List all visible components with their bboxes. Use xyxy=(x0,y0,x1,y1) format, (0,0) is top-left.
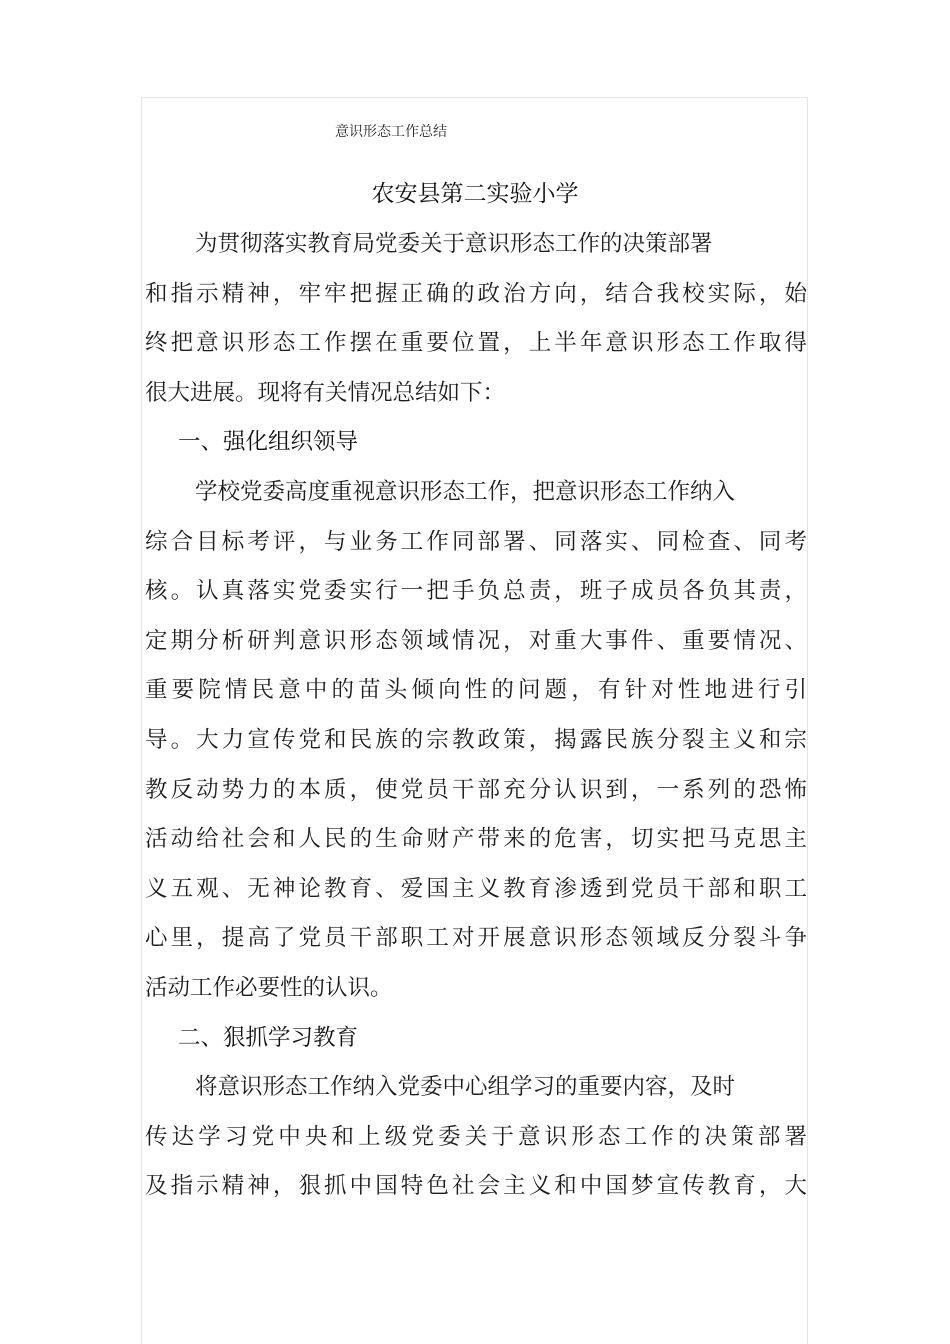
paragraph-line: 为贯彻落实教育局党委关于意识形态工作的决策部署 xyxy=(195,231,713,257)
section-heading: 二、狠抓学习教育 xyxy=(178,1024,359,1051)
document-body xyxy=(145,220,807,1212)
paragraph-line: 综合目标考评，与业务工作同部署、同落实、同检查、同考 xyxy=(145,528,807,555)
paragraph-line: 活动工作必要性的认识。 xyxy=(145,974,393,1001)
document-title: 农安县第二实验小学 xyxy=(371,181,579,207)
paragraph-line: 教反动势力的本质，使党员干部充分认识到，一系列的恐怖 xyxy=(145,776,807,803)
paragraph-line: 重要院情民意中的苗头倾向性的问题，有针对性地进行引 xyxy=(145,677,807,704)
document-header-label: 意识形态工作总结 xyxy=(335,124,447,140)
paragraph-line: 核。认真落实党委实行一把手负总责，班子成员各负其责， xyxy=(145,578,807,605)
paragraph-line: 活动给社会和人民的生命财产带来的危害，切实把马克思主 xyxy=(145,826,807,853)
paragraph-line: 导。大力宣传党和民族的宗教政策，揭露民族分裂主义和宗 xyxy=(145,726,807,753)
paragraph-line: 学校党委高度重视意识形态工作，把意识形态工作纳入 xyxy=(195,478,736,505)
paragraph-line: 义五观、无神论教育、爱国主义教育渗透到党员干部和职工 xyxy=(145,875,807,902)
paragraph-line: 很大进展。现将有关情况总结如下： xyxy=(145,379,506,406)
section-heading: 一、强化组织领导 xyxy=(178,429,359,456)
paragraph-line: 及指示精神，狠抓中国特色社会主义和中国梦宣传教育，大 xyxy=(145,1173,807,1200)
paragraph-line: 传达学习党中央和上级党委关于意识形态工作的决策部署 xyxy=(145,1123,807,1150)
paragraph-line: 和指示精神，牢牢把握正确的政治方向，结合我校实际，始 xyxy=(145,280,807,307)
paragraph-line: 定期分析研判意识形态领域情况，对重大事件、重要情况、 xyxy=(145,627,807,654)
paragraph-line: 将意识形态工作纳入党委中心组学习的重要内容，及时 xyxy=(195,1074,736,1101)
paragraph-line: 心里，提高了党员干部职工对开展意识形态领域反分裂斗争 xyxy=(145,925,807,952)
paragraph-line: 终把意识形态工作摆在重要位置，上半年意识形态工作取得 xyxy=(145,330,807,357)
